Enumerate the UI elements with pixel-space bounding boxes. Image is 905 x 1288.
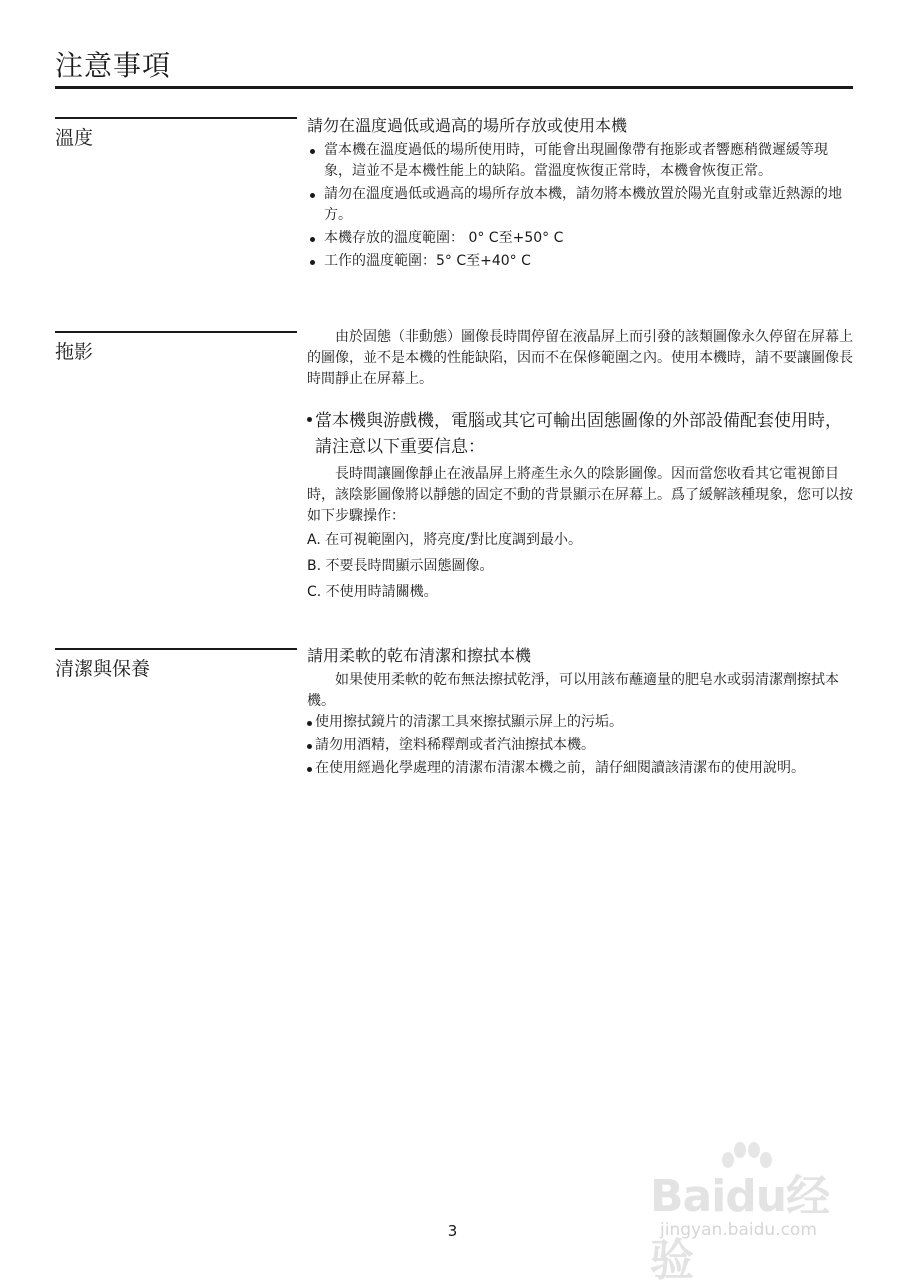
- section-cleaning: [307, 645, 855, 781]
- section-label-temperature: 溫度: [55, 117, 297, 150]
- title-divider: [55, 86, 853, 89]
- ghosting-intro: 由於固態（非動態）圖像長時間停留在液晶屏上而引發的該類圖像永久停留在屏幕上的圖像，並不是本機的性能缺陷，因而不在保修範圍之內。使用本機時，請不要讓圖像長時間靜止在屏幕上。: [307, 329, 853, 387]
- page-number: 3: [447, 1222, 458, 1240]
- list-item: 在使用經過化學處理的清潔布清潔本機之前，請仔細閱讀該清潔布的使用說明。: [307, 758, 855, 779]
- section-label-cleaning: 清潔與保養: [55, 648, 297, 681]
- cleaning-heading: 請用柔軟的乾布清潔和擦拭本機: [307, 646, 532, 665]
- temperature-heading: 請勿在溫度過低或過高的場所存放或使用本機: [307, 116, 628, 135]
- temperature-bullet-list: [307, 140, 855, 272]
- list-item: 當本機在溫度過低的場所使用時，可能會出現圖像帶有拖影或者響應稍微遲緩等現象，這並不是本機性能上的缺陷。當溫度恢復正常時，本機會恢復正常。: [307, 140, 855, 182]
- ghosting-steps: [307, 530, 855, 603]
- step-item: B. 不要長時間顯示固態圖像。: [307, 558, 494, 574]
- section-temperature: [307, 115, 855, 274]
- ghosting-warning-heading: 當本機與游戲機，電腦或其它可輸出固態圖像的外部設備配套使用時，請注意以下重要信息：: [307, 408, 855, 460]
- page-title: 注意事項: [55, 49, 172, 82]
- ghosting-warning-body: 長時間讓圖像靜止在液晶屏上將產生永久的陰影圖像。因而當您收看其它電視節目時，該陰影圖像將以靜態的固定不動的背景顯示在屏幕上。爲了緩解該種現象，您可以按如下步驟操作：: [307, 466, 853, 524]
- cleaning-bullet-list: [307, 712, 855, 779]
- list-item: 工作的溫度範圍：5° C至+40° C: [307, 251, 855, 272]
- list-item: 請勿在溫度過低或過高的場所存放本機，請勿將本機放置於陽光直射或靠近熱源的地方。: [307, 184, 855, 226]
- section-label-ghosting: 拖影: [55, 331, 297, 364]
- list-item: 使用擦拭鏡片的清潔工具來擦拭顯示屏上的污垢。: [307, 712, 855, 733]
- watermark-url: jingyan.baidu.com: [660, 1220, 817, 1240]
- watermark-logo: Baidu经验: [650, 1171, 830, 1286]
- cleaning-intro: 如果使用柔軟的乾布無法擦拭乾淨，可以用該布蘸適量的肥皂水或弱清潔劑擦拭本機。: [307, 672, 839, 709]
- section-ghosting: [307, 327, 855, 608]
- list-item: 本機存放的溫度範圍： 0° C至+50° C: [307, 228, 855, 249]
- step-item: C. 不使用時請關機。: [307, 584, 438, 600]
- list-item: 請勿用酒精，塗料稀釋劑或者汽油擦拭本機。: [307, 735, 855, 756]
- step-item: A. 在可視範圍內，將亮度/對比度調到最小。: [307, 532, 582, 548]
- ghosting-warning-list: [307, 408, 855, 460]
